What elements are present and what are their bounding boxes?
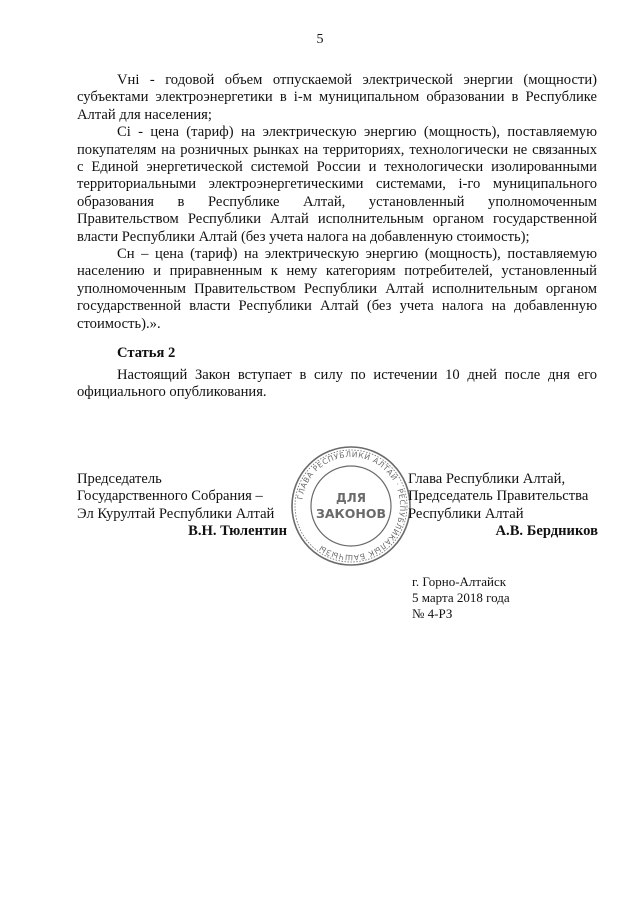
paragraph-cn: Cн – цена (тариф) на электрическую энергию (мощность), поставляемую населению и приравненным к нему категориям потребителей, установленный уполномоченным Правительством Республики Алтай исполнительным органом государственной власти Республики Алтай (без учета налога на добавленную стоимость).». [77,246,597,332]
stamp-ring-text: ГЛАВА РЕСПУБЛИКИ АЛТАЙ · РЕСПУБЛИКАЛЫК БАШЧЫЗЫ [295,449,408,563]
page-number: 5 [316,32,324,47]
place: г. Горно-Алтайск [412,574,507,589]
paragraph-vni: Vнi - годовой объем отпускаемой электрической энергии (мощности) субъектами электроэнергетики в i-м муниципальном образовании в Республике Алтай для населения; [77,72,597,123]
article-heading: Статья 2 [117,345,176,362]
document-body [77,72,597,401]
signature-left-title-1: Председатель [77,471,162,487]
stamp-top-text: ДЛЯ [336,491,366,505]
official-stamp [289,444,413,568]
signature-left-name: В.Н. Тюлентин [188,523,287,540]
paragraph-ci: Ci - цена (тариф) на электрическую энергию (мощность), поставляемую покупателям на розничных рынках на территориях, технологически не связанных с Единой энергетической системой России и технологически изолированными территориальными электроэнергетическими системами, i-го муниципального образования в Республике Алтай, установленный уполномоченным Правительством Республики Алтай исполнительным органом государственной власти Республики Алтай (без учета налога на добавленную стоимость); [77,124,597,245]
law-number: № 4-РЗ [412,606,453,621]
signature-right-title-2: Председатель Правительства [408,488,589,505]
signature-right [408,471,598,541]
signature-left-title-3: Эл Курултай Республики Алтай [77,505,275,522]
stamp-main-text: ЗАКОНОВ [315,506,387,521]
signature-left [77,471,287,541]
place-date-block [412,574,510,622]
signature-right-title-3: Республики Алтай [408,505,524,522]
article-text: Настоящий Закон вступает в силу по истечении 10 дней после дня его официального опубликования. [77,366,597,400]
signature-right-name: А.В. Бердников [495,523,598,540]
signature-right-title-1: Глава Республики Алтай, [408,471,566,487]
signature-left-title-2: Государственного Собрания – [77,488,263,505]
date: 5 марта 2018 года [412,590,510,605]
